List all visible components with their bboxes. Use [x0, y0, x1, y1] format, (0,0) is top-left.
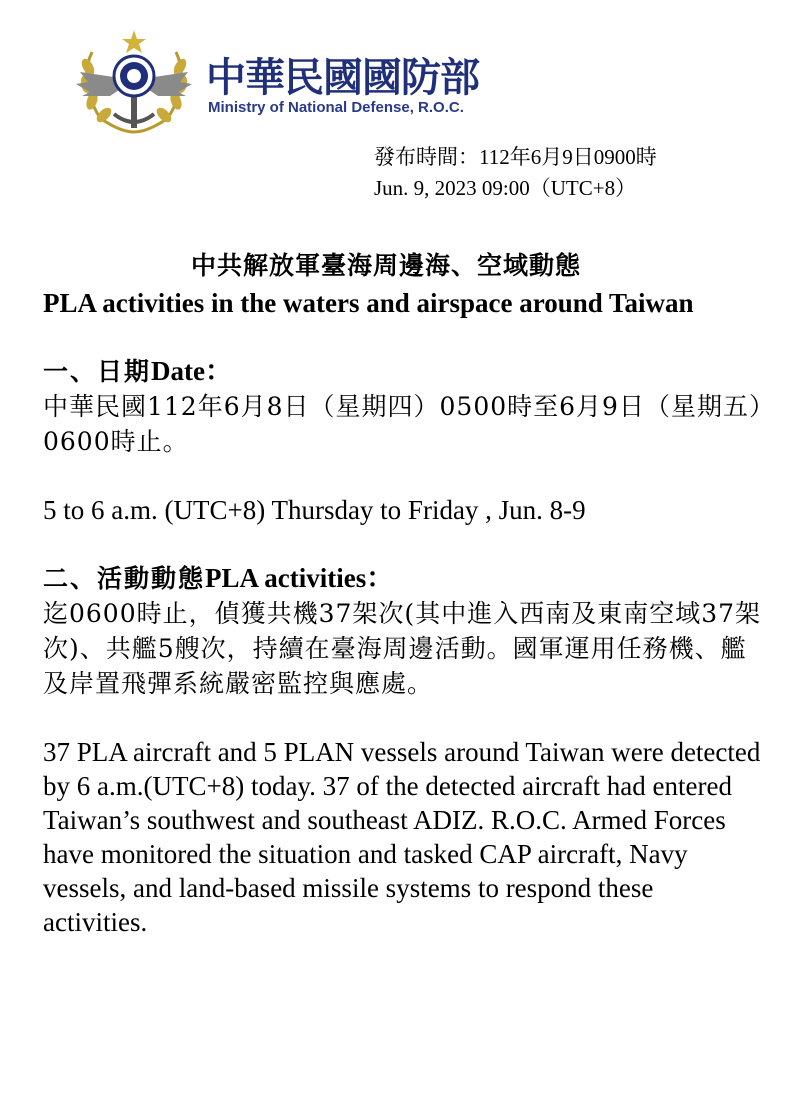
title-cn: 中共解放軍臺海周邊海、空域動態 [191, 251, 582, 280]
date-heading-cn: 一、日期 [43, 357, 152, 386]
date-body-en: 5 to 6 a.m. (UTC+8) Thursday to Friday , Jun. 8-9 [43, 495, 586, 525]
activity-body-en: 37 PLA aircraft and 5 PLAN vessels around Taiwan were detected by 6 a.m.(UTC+8) today. 37 of the detected aircraft had entered Taiwan’s southwest and southeast ADIZ. R.O.C. Armed Forces have monitored the situation and tasked CAP aircraft, Navy vessels, and land-based missile systems to respond these activities. [43, 737, 761, 937]
org-name-en: Ministry of National Defense, R.O.C. [208, 99, 464, 116]
release-time-en: Jun. 9, 2023 09:00（UTC+8） [374, 176, 637, 200]
title-en: PLA activities in the waters and airspace around Taiwan [43, 288, 694, 318]
date-heading [43, 354, 763, 389]
activity-heading-en: PLA activities： [205, 563, 394, 593]
activity-heading [43, 561, 763, 596]
release-time [374, 142, 657, 204]
mnd-emblem-icon [70, 22, 198, 138]
activity-body-cn: 迄0600時止，偵獲共機37架次(其中進入西南及東南空域37架次)、共艦5艘次，持續在臺海周邊活動。國軍運用任務機、艦及岸置飛彈系統嚴密監控與應處。 [43, 599, 762, 698]
release-time-cn: 發布時間：112年6月9日0900時 [374, 145, 657, 169]
activity-heading-cn: 二、活動動態 [43, 564, 206, 593]
letterhead [70, 22, 530, 140]
date-body-cn: 中華民國112年6月8日（星期四）0500時至6月9日（星期五）0600時止。 [43, 392, 763, 456]
date-heading-en: Date： [151, 356, 232, 386]
org-name-cn: 中華民國國防部 [206, 55, 479, 101]
document-body [43, 246, 763, 939]
